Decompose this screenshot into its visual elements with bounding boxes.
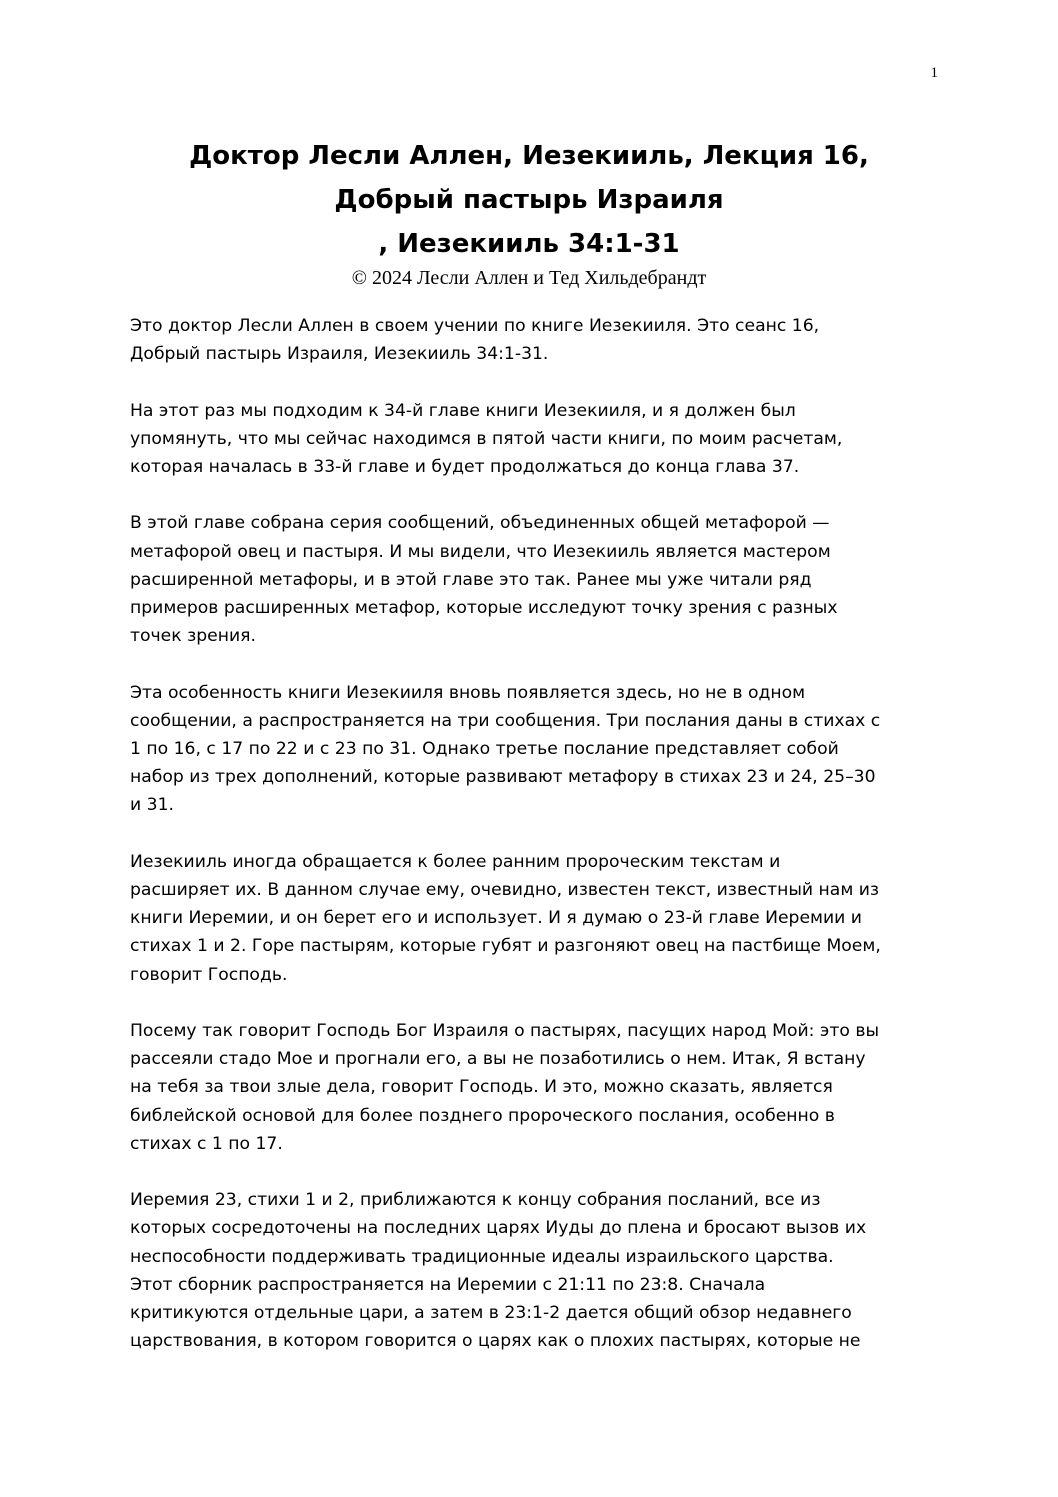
paragraph-line: книги Иеремии, и он берет его и использует. И я думаю о 23-й главе Иеремии и [130,908,862,929]
page-number: 1 [930,65,938,81]
paragraph-line: метафорой овец и пастыря. И мы видели, что Иезекииль является мастером [130,541,831,562]
paragraph-line: расширяет их. В данном случае ему, очевидно, известен текст, известный нам из [130,880,880,900]
paragraph-line: расширенной метафоры, и в этой главе это так. Ранее мы уже читали ряд [130,569,812,590]
paragraph-line: на тебя за твои злые дела, говорит Господь. И это, можно сказать, является [130,1077,833,1098]
paragraph-line: На этот раз мы подходим к 34-й главе книги Иезекииля, и я должен был [130,400,796,421]
paragraph-line: 1 по 16, с 17 по 22 и с 23 по 31. Однако третье послание представляет собой [130,739,839,759]
paragraph-line: упомянуть, что мы сейчас находимся в пятой части книги, по моим расчетам, [130,428,843,449]
paragraph-line: и 31. [130,795,174,816]
paragraph-line: Этот сборник распространяется на Иеремии с 21:11 по 23:8. Сначала [130,1274,766,1295]
paragraph-line: Посему так говорит Господь Бог Израиля о пастырях, пасущих народ Мой: это вы [130,1021,880,1041]
title-line-2: Добрый пастырь Израиля [334,185,724,215]
paragraph-7 [130,1186,930,1355]
title-line-3: , Иезекииль 34:1-31 [378,229,680,259]
paragraph-line: Иезекииль иногда обращается к более ранним пророческим текстам и [130,851,781,872]
paragraph-line: царствования, в котором говорится о царях как о плохих пастырях, которые не [130,1331,861,1352]
paragraph-6 [130,1017,930,1158]
paragraph-line: Иеремия 23, стихи 1 и 2, приближаются к концу собрания посланий, все из [130,1190,821,1211]
title-line-1: Доктор Лесли Аллен, Иезекииль, Лекция 16, [189,141,869,171]
paragraph-4 [130,679,930,820]
paragraph-line: библейской основой для более позднего пророческого послания, особенно в [130,1105,835,1126]
paragraph-line: рассеяли стадо Мое и прогнали его, а вы не позаботились о нем. Итак, Я встану [130,1049,866,1070]
paragraph-1 [130,312,930,368]
paragraph-line: стихах 1 и 2. Горе пастырям, которые губят и разгоняют овец на пастбище Моем, [130,936,881,957]
paragraph-line: критикуются отдельные цари, а затем в 23:1-2 дается общий обзор недавнего [130,1303,852,1324]
paragraph-line: сообщении, а распространяется на три сообщения. Три послания даны в стихах с [130,710,881,731]
paragraph-line: стихах с 1 по 17. [130,1133,283,1154]
paragraph-line: которая началась в 33-й главе и будет продолжаться до конца глава 37. [130,457,800,477]
paragraph-line: Это доктор Лесли Аллен в своем учении по книге Иезекииля. Это сеанс 16, [130,316,820,336]
paragraph-line: Добрый пастырь Израиля, Иезекииль 34:1-31. [130,344,549,365]
paragraph-line: Эта особенность книги Иезекииля вновь появляется здесь, но не в одном [130,682,806,703]
paragraph-3 [130,509,930,650]
paragraph-line: набор из трех дополнений, которые развивают метафору в стихах 23 и 24, 25–30 [130,767,876,788]
paragraph-line: говорит Господь. [130,964,288,985]
paragraph-line: В этой главе собрана серия сообщений, объединенных общей метафорой — [130,513,830,534]
copyright-line: © 2024 Лесли Аллен и Тед Хильдебрандт [351,267,707,289]
paragraph-line: примеров расширенных метафор, которые исследуют точку зрения с разных [130,598,838,618]
title-block [100,134,958,290]
paragraph-line: точек зрения. [130,626,256,647]
document-body [130,312,930,1384]
paragraph-2 [130,397,930,482]
paragraph-line: которых сосредоточены на последних царях Иуды до плена и бросают вызов их [130,1218,867,1239]
paragraph-5 [130,848,930,989]
paragraph-line: неспособности поддерживать традиционные идеалы израильского царства. [130,1246,834,1267]
